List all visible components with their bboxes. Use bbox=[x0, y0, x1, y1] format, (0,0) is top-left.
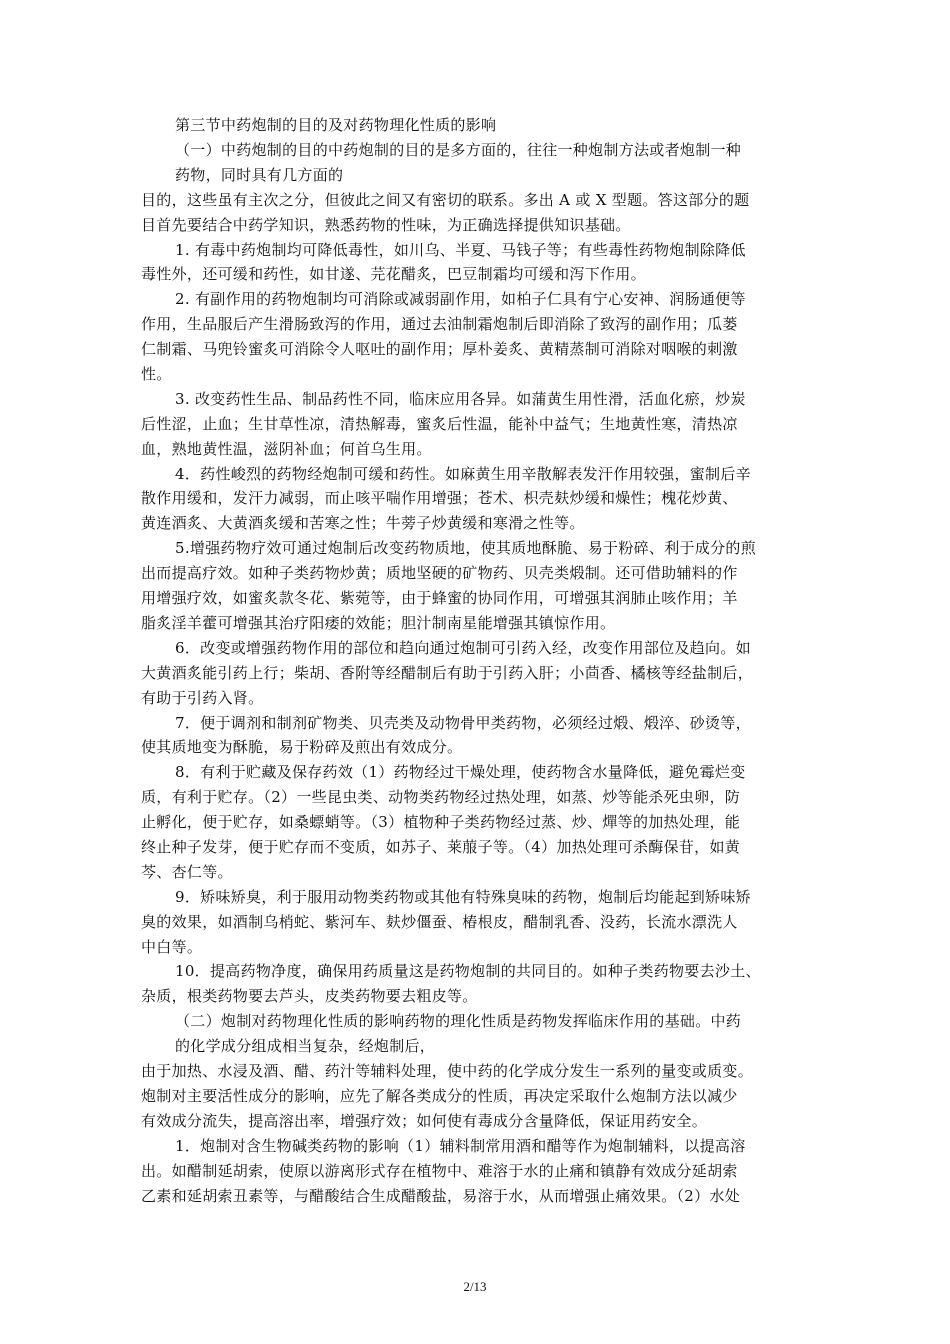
text-line: 大黄酒炙能引药上行；柴胡、香附等经醋制后有助于引药入肝；小茴香、橘核等经盐制后， bbox=[141, 664, 754, 682]
text-line: 出而提高疗效。如种子类药物炒黄；质地坚硬的矿物药、贝壳类煅制。还可借助辅料的作 bbox=[141, 564, 738, 582]
text-line: 止孵化，便于贮存，如桑螵蛸等。（3）植物种子类药物经过蒸、炒、燀等的加热处理，能 bbox=[141, 813, 741, 831]
text-line: 毒性外，还可缓和药性，如甘遂、芫花醋炙，巴豆制霜均可缓和泻下作用。 bbox=[141, 265, 646, 283]
text-line: 有助于引药入肾。 bbox=[141, 689, 264, 707]
text-line: 芩、杏仁等。 bbox=[141, 863, 233, 881]
text-line: 杂质，根类药物要去芦头，皮类药物要去粗皮等。 bbox=[141, 987, 478, 1005]
text-line: 由于加热、水浸及酒、醋、药汁等辅料处理，使中药的化学成分发生一系列的量变或质变。 bbox=[141, 1062, 754, 1080]
text-line: 后性涩，止血；生甘草性凉，清热解毒，蜜炙后性温，能补中益气；生地黄性寒，清热凉 bbox=[141, 415, 738, 433]
text-line: 脂炙淫羊藿可增强其治疗阳痿的效能；胆汁制南星能增强其镇惊作用。 bbox=[141, 614, 616, 632]
text-line: 5.增强药物疗效可通过炮制后改变药物质地，使其质地酥脆、易于粉碎、利于成分的煎 bbox=[175, 539, 757, 557]
text-line: 1. 有毒中药炮制均可降低毒性，如川乌、半夏、马钱子等；有些毒性药物炮制除降低 bbox=[175, 241, 746, 259]
text-line: 有效成分流失，提高溶出率，增强疗效；如何使有毒成分含量降低，保证用药安全。 bbox=[141, 1112, 708, 1130]
text-line: 的化学成分组成相当复杂，经炮制后， bbox=[175, 1037, 436, 1055]
text-line: 乙素和延胡索丑素等，与醋酸结合生成醋酸盐，易溶于水，从而增强止痛效果。（2）水处 bbox=[141, 1187, 741, 1205]
text-line: 第三节中药炮制的目的及对药物理化性质的影响 bbox=[175, 116, 497, 134]
text-line: 炮制对主要活性成分的影响，应先了解各类成分的性质，再决定采取什么炮制方法以减少 bbox=[141, 1087, 738, 1105]
text-line: 作用，生品服后产生滑肠致泻的作用，通过去油制霜炮制后即消除了致泻的副作用；瓜蒌 bbox=[141, 315, 738, 333]
text-line: 目的，这些虽有主次之分，但彼此之间又有密切的联系。多出 A 或 X 型题。答这部分的题 bbox=[141, 191, 750, 209]
text-line: 使其质地变为酥脆，易于粉碎及煎出有效成分。 bbox=[141, 738, 463, 756]
text-line: 8．有利于贮藏及保存药效（1）药物经过干燥处理，使药物含水量降低，避免霉烂变 bbox=[175, 763, 746, 781]
page-number: 2/13 bbox=[463, 1279, 487, 1294]
text-line: 散作用缓和，发汗力减弱，而止咳平喘作用增强；苍术、枳壳麸炒缓和燥性；槐花炒黄、 bbox=[141, 489, 738, 507]
text-line: 血，熟地黄性温，滋阴补血；何首乌生用。 bbox=[141, 440, 432, 458]
text-line: 终止种子发芽，便于贮存而不变质，如苏子、莱菔子等。（4）加热处理可杀酶保苷，如黄 bbox=[141, 838, 741, 856]
text-line: 目首先要结合中药学知识，熟悉药物的性味，为正确选择提供知识基础。 bbox=[141, 216, 631, 234]
text-line: 10．提高药物净度，确保用药质量这是药物炮制的共同目的。如种子类药物要去沙土、 bbox=[175, 962, 761, 980]
text-line: 中白等。 bbox=[141, 938, 203, 956]
text-line: 9．矫味矫臭，利于服用动物类药物或其他有特殊臭味的药物，炮制后均能起到矫味矫 bbox=[175, 888, 751, 906]
text-line: 臭的效果，如酒制乌梢蛇、紫河车、麸炒僵蚕、椿根皮，醋制乳香、没药，长流水漂洗人 bbox=[141, 913, 738, 931]
text-line: （二）炮制对药物理化性质的影响药物的理化性质是药物发挥临床作用的基础。中药 bbox=[175, 1012, 742, 1030]
text-line: 仁制霜、马兜铃蜜炙可消除令人呕吐的副作用；厚朴姜炙、黄精蒸制可消除对咽喉的刺激 bbox=[141, 340, 738, 358]
text-line: 3. 改变药性生品、制品药性不同，临床应用各异。如蒲黄生用性滑，活血化瘀，炒炭 bbox=[175, 390, 746, 408]
text-line: 用增强疗效，如蜜炙款冬花、紫菀等，由于蜂蜜的协同作用，可增强其润肺止咳作用；羊 bbox=[141, 589, 738, 607]
text-line: 7．便于调剂和制剂矿物类、贝壳类及动物骨甲类药物，必须经过煅、煅淬、砂烫等， bbox=[175, 714, 751, 732]
text-line: 6．改变或增强药物作用的部位和趋向通过炮制可引药入经，改变作用部位及趋向。如 bbox=[175, 639, 751, 657]
text-line: 黄连酒炙、大黄酒炙缓和苦寒之性；牛蒡子炒黄缓和寒滑之性等。 bbox=[141, 514, 585, 532]
text-line: 出。如醋制延胡索，使原以游离形式存在植物中、难溶于水的止痛和镇静有效成分延胡索 bbox=[141, 1162, 738, 1180]
text-line: 2. 有副作用的药物炮制均可消除或减弱副作用，如柏子仁具有宁心安神、润肠通便等 bbox=[175, 290, 746, 308]
text-line: 1．炮制对含生物碱类药物的影响（1）辅料制常用酒和醋等作为炮制辅料，以提高溶 bbox=[175, 1137, 746, 1155]
text-line: （一）中药炮制的目的中药炮制的目的是多方面的，往往一种炮制方法或者炮制一种 bbox=[175, 141, 742, 159]
text-line: 性。 bbox=[141, 365, 172, 383]
text-line: 药物，同时具有几方面的 bbox=[175, 166, 344, 184]
text-line: 4．药性峻烈的药物经炮制可缓和药性。如麻黄生用辛散解表发汗作用较强，蜜制后辛 bbox=[175, 465, 751, 483]
text-line: 质，有利于贮存。（2）一些昆虫类、动物类药物经过热处理，如蒸、炒等能杀死虫卵，防 bbox=[141, 788, 741, 806]
